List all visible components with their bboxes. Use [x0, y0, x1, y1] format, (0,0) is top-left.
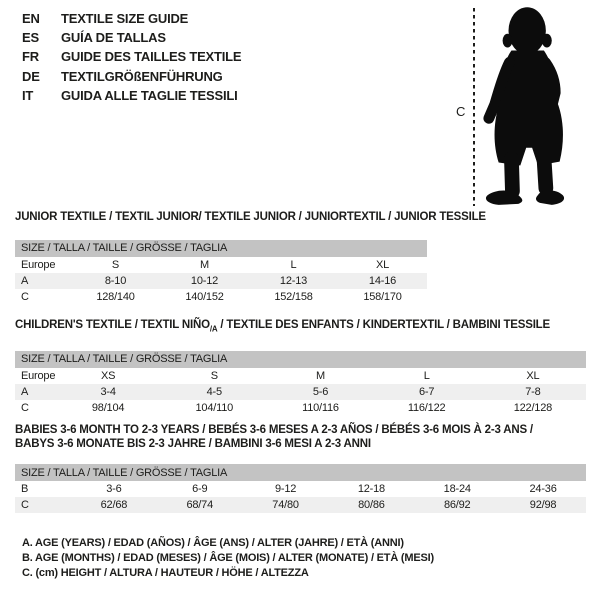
table-row: [15, 481, 586, 497]
language-code: FR: [22, 49, 39, 65]
language-code: DE: [22, 68, 40, 84]
table-row: [15, 368, 586, 384]
value-cell: XL: [375, 258, 390, 271]
value-cell: 12-13: [249, 273, 338, 289]
value-cell: 98/104: [91, 401, 125, 414]
value-cell: 3-6: [106, 483, 122, 495]
language-title-list: [22, 9, 241, 105]
section-title-post: / TEXTILE DES ENFANTS / KINDERTEXTIL / BAMBINI TESSILE: [217, 319, 550, 331]
value-cell: 4-5: [161, 384, 267, 400]
table-row: [15, 384, 586, 400]
value-cell: 6-9: [192, 483, 208, 495]
babies-size-table: [15, 464, 586, 513]
value-cell: M: [315, 369, 325, 382]
value-cell: 5-6: [267, 384, 373, 400]
language-row-es: [22, 28, 241, 47]
value-cell: 86/92: [414, 497, 500, 513]
value-cell: 74/80: [243, 497, 329, 513]
row-label-cell: B: [21, 483, 29, 495]
language-title: GUÍA DE TALLAS: [61, 30, 166, 46]
language-row-en: [22, 9, 241, 28]
table-row: [15, 497, 586, 513]
value-cell: S: [111, 258, 120, 271]
row-label-cell: C: [21, 401, 29, 414]
language-title: TEXTILGRÖßENFÜHRUNG: [61, 68, 223, 84]
value-cell: 7-8: [480, 384, 586, 400]
value-cell: XS: [100, 369, 116, 382]
legend: [22, 536, 434, 582]
value-cell: 116/122: [407, 401, 446, 414]
section-title: [15, 424, 586, 451]
table-row: [15, 257, 427, 273]
language-row-de: [22, 67, 241, 86]
section-title-subscript: /A: [209, 324, 218, 334]
value-cell: 104/110: [195, 401, 234, 414]
section-title-line1: BABIES 3-6 MONTH TO 2-3 YEARS / BEBÉS 3-6 MESES A 2-3 AÑOS / BÉBÉS 3-6 MOIS À 2-3 ANS /: [15, 424, 533, 436]
language-code: ES: [22, 30, 39, 46]
legend-line-a: A. AGE (YEARS) / EDAD (AÑOS) / ÂGE (ANS) / ALTER (JAHRE) / ETÀ (ANNI): [22, 537, 404, 549]
height-dashed-line: [473, 8, 475, 206]
row-label-cell: C: [21, 290, 29, 303]
value-cell: 68/74: [157, 497, 243, 513]
row-label-cell: A: [15, 273, 71, 289]
section-title: [15, 319, 586, 336]
section-junior: [15, 211, 486, 305]
value-cell: 152/158: [274, 290, 313, 303]
table-row: [15, 289, 427, 305]
value-cell: L: [423, 369, 430, 382]
value-cell: 14-16: [338, 273, 427, 289]
row-label-cell: Europe: [21, 369, 56, 382]
value-cell: S: [210, 369, 218, 382]
section-title: JUNIOR TEXTILE / TEXTIL JUNIOR/ TEXTILE JUNIOR / JUNIORTEXTIL / JUNIOR TESSILE: [15, 211, 486, 223]
language-row-it: [22, 86, 241, 105]
value-cell: 92/98: [500, 497, 586, 513]
children-size-table: [15, 351, 586, 416]
value-cell: 158/170: [363, 290, 402, 303]
row-label-cell: A: [15, 384, 55, 400]
language-row-fr: [22, 47, 241, 66]
row-label-cell: C: [15, 497, 71, 513]
value-cell: 140/152: [185, 290, 224, 303]
size-table-header: SIZE / TALLA / TAILLE / GRÖSSE / TAGLIA: [15, 464, 586, 481]
value-cell: 3-4: [55, 384, 161, 400]
language-title: GUIDA ALLE TAGLIE TESSILI: [61, 87, 238, 103]
size-table-header: SIZE / TALLA / TAILLE / GRÖSSE / TAGLIA: [15, 351, 586, 368]
value-cell: L: [290, 258, 297, 271]
table-row: [15, 273, 427, 289]
value-cell: 10-12: [160, 273, 249, 289]
legend-line-c: C. (cm) HEIGHT / ALTURA / HAUTEUR / HÖHE / ALTEZZA: [22, 567, 309, 580]
section-title-pre: CHILDREN'S TEXTILE / TEXTIL NIÑO: [15, 319, 210, 331]
language-code: IT: [22, 87, 34, 103]
junior-size-table: [15, 240, 427, 305]
toddler-silhouette-image: [479, 1, 597, 213]
value-cell: 18-24: [443, 483, 471, 495]
value-cell: 8-10: [71, 273, 160, 289]
row-label-cell: Europe: [21, 258, 56, 271]
value-cell: 12-18: [357, 483, 385, 495]
section-babies: [15, 424, 586, 513]
language-title: TEXTILE SIZE GUIDE: [61, 11, 189, 26]
legend-line-b: B. AGE (MONTHS) / EDAD (MESES) / ÂGE (MOIS) / ALTER (MONATE) / ETÀ (MESI): [22, 552, 434, 565]
size-table-header: SIZE / TALLA / TAILLE / GRÖSSE / TAGLIA: [15, 240, 427, 257]
value-cell: 24-36: [529, 483, 557, 495]
language-title: GUIDE DES TAILLES TEXTILE: [61, 49, 242, 65]
value-cell: 9-12: [274, 483, 297, 495]
value-cell: 80/86: [328, 497, 414, 513]
value-cell: 128/140: [96, 290, 135, 303]
table-row: [15, 400, 586, 416]
language-code: EN: [22, 11, 40, 26]
height-measure-label: C: [456, 104, 466, 119]
section-title-line2: BABYS 3-6 MONATE BIS 2-3 JAHRE / BAMBINI 3-6 MESI A 2-3 ANNI: [15, 437, 371, 450]
value-cell: 62/68: [71, 497, 157, 513]
value-cell: XL: [526, 369, 540, 382]
section-children: [15, 319, 586, 416]
value-cell: 122/128: [513, 401, 553, 414]
value-cell: M: [200, 258, 209, 271]
value-cell: 6-7: [374, 384, 480, 400]
value-cell: 110/116: [302, 401, 339, 414]
